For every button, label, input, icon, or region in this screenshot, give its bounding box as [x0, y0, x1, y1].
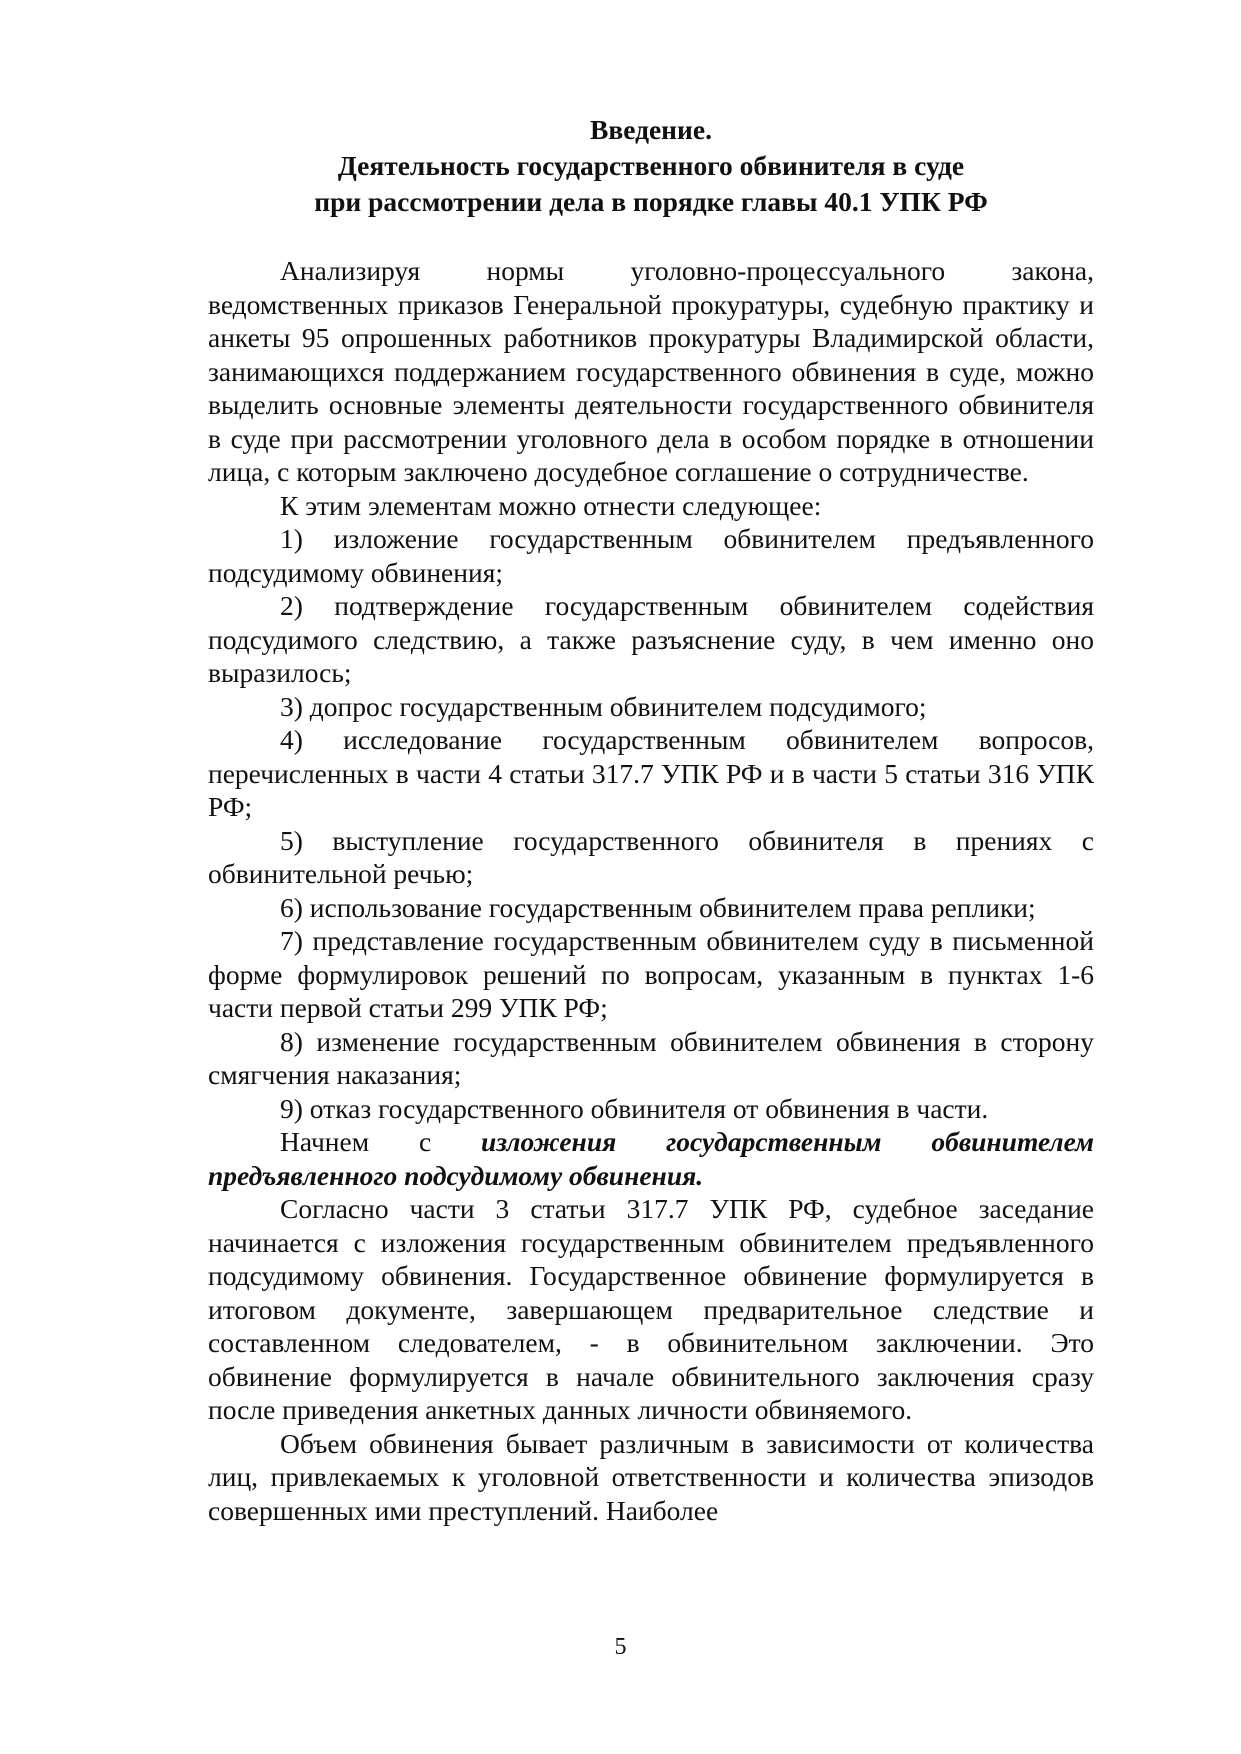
paragraph-according: Согласно части 3 статьи 317.7 УПК РФ, судебное заседание начинается с изложения государственным обвинителем предъявленного подсудимому обвинения. Государственное обвинение формулируется в итоговом документе, завершающем предварительное следствие и составленном следователем, - в обвинительном заключении. Это обвинение формулируется в начале обвинительного заключения сразу после приведения анкетных данных личности обвиняемого. [208, 1193, 1094, 1425]
page-number: 5 [614, 1634, 627, 1660]
list-item-9: 9) отказ государственного обвинителя от обвинения в части. [280, 1092, 989, 1124]
document-body [208, 254, 1094, 1527]
paragraph-intro: Анализируя нормы уголовно-процессуального закона, ведомственных приказов Генеральной прокуратуры, судебную практику и анкеты 95 опрошенных работников прокуратуры Владимирской области, занимающихся поддержанием государственного обвинения в суде, можно выделить основные элементы деятельности государственного обвинителя в суде при рассмотрении уголовного дела в особом порядке в отношении лица, с которым заключено досудебное соглашение о сотрудничестве. [208, 255, 1094, 487]
start-suffix: . [696, 1159, 704, 1191]
start-prefix: Начнем с [280, 1126, 482, 1157]
list-item-8: 8) изменение государственным обвинителем обвинения в сторону смягчения наказания; [208, 1025, 1094, 1090]
paragraph-start [208, 1125, 1094, 1192]
list-item-2: 2) подтверждение государственным обвинителем содействия подсудимого следствию, а также разъяснение суду, в чем именно оно выразилось; [208, 590, 1094, 688]
heading-line-3: при рассмотрении дела в порядке главы 40.1 УПК РФ [314, 186, 988, 217]
paragraph-volume: Объем обвинения бывает различным в зависимости от количества лиц, привлекаемых к уголовной ответственности и количества эпизодов совершенных ими преступлений. Наиболее [208, 1427, 1094, 1526]
list-item-1: 1) изложение государственным обвинителем предъявленного подсудимому обвинения; [208, 523, 1094, 588]
chapter-heading [208, 112, 1094, 220]
list-item-3: 3) допрос государственным обвинителем подсудимого; [280, 690, 927, 722]
list-item-6: 6) использование государственным обвинителем права реплики; [280, 891, 1036, 923]
start-emphasis: изложения государственным обвинителем предъявленного подсудимому обвинения [208, 1126, 1094, 1191]
heading-line-1: Введение. [590, 114, 712, 145]
list-item-5: 5) выступление государственного обвинителя в прениях с обвинительной речью; [208, 824, 1094, 889]
paragraph-list-intro: К этим элементам можно отнести следующее: [280, 489, 822, 521]
list-item-4: 4) исследование государственным обвинителем вопросов, перечисленных в части 4 статьи 317.7 УПК РФ и в части 5 статьи 316 УПК РФ; [208, 724, 1094, 822]
document-page [208, 112, 1094, 1527]
heading-line-2: Деятельность государственного обвинителя в суде [337, 150, 965, 181]
list-item-7: 7) представление государственным обвинителем суду в письменной форме формулировок решений по вопросам, указанным в пунктах 1-6 части первой статьи 299 УПК РФ; [208, 925, 1094, 1023]
